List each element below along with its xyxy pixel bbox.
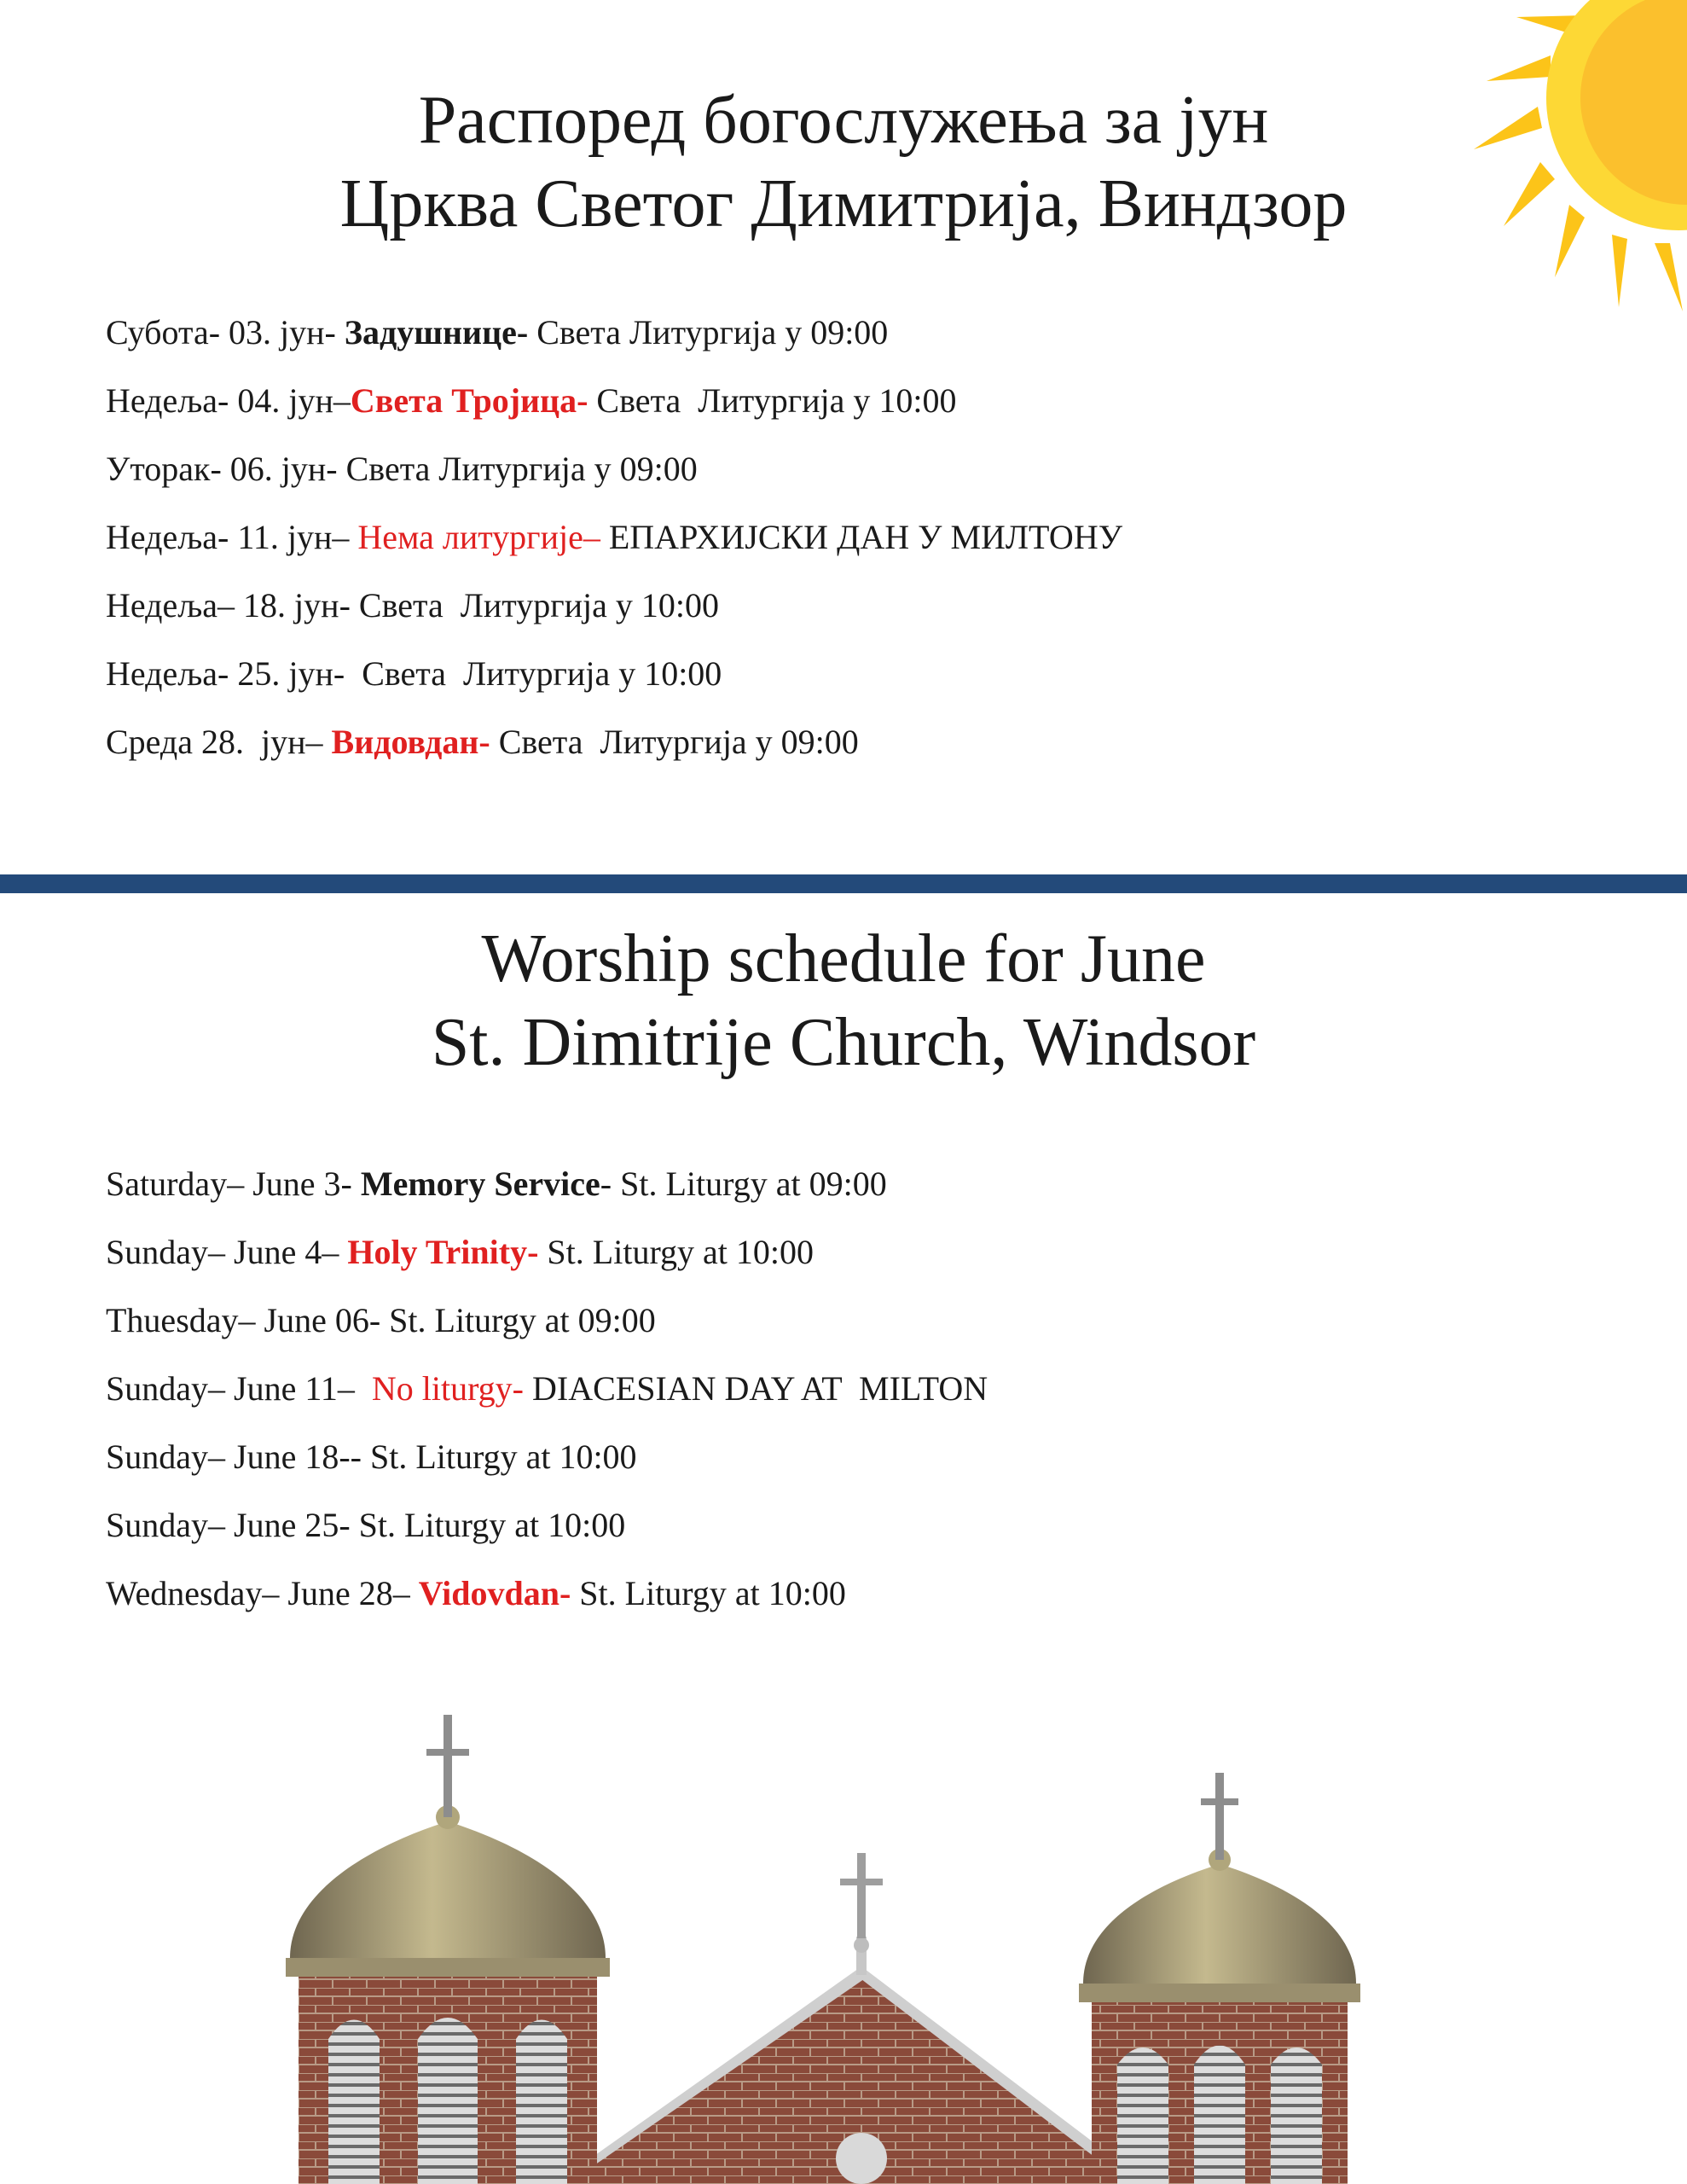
row-highlight: No liturgy-: [371, 1369, 524, 1408]
row-text: Sunday– June 11–: [106, 1369, 372, 1408]
english-title-line-2: St. Dimitrije Church, Windsor: [431, 1005, 1256, 1080]
row-text: Wednesday– June 28–: [106, 1574, 419, 1612]
schedule-row: [106, 1570, 988, 1638]
schedule-row: [106, 1297, 988, 1365]
row-text-after: Света Литургија у 09:00: [528, 313, 889, 351]
serbian-schedule-list: [106, 309, 1122, 787]
english-title-line-1: Worship schedule for June: [481, 921, 1206, 996]
row-text-after: - St. Liturgy at 09:00: [600, 1165, 887, 1203]
schedule-row: [106, 1160, 988, 1228]
row-highlight: Света Тројица-: [350, 381, 588, 420]
schedule-row: [106, 650, 1122, 718]
row-text: Saturday– June 3-: [106, 1165, 361, 1203]
row-highlight: Holy Trinity-: [347, 1233, 539, 1271]
schedule-row: [106, 1365, 988, 1433]
section-divider: [0, 874, 1687, 893]
row-text-after: St. Liturgy at 10:00: [538, 1233, 815, 1271]
schedule-row: [106, 309, 1122, 377]
row-text: Sunday– June 18-- St. Liturgy at 10:00: [106, 1438, 637, 1476]
row-text: Sunday– June 4–: [106, 1233, 348, 1271]
english-title: [0, 917, 1687, 1084]
schedule-row: [106, 377, 1122, 445]
row-text: Недеља- 11. јун–: [106, 518, 358, 556]
schedule-row: [106, 1433, 988, 1502]
schedule-row: [106, 1502, 988, 1570]
church-illustration: [273, 1698, 1382, 2184]
row-text: Уторак- 06. јун- Света Литургија у 09:00: [106, 450, 698, 488]
schedule-row: [106, 582, 1122, 650]
schedule-row: [106, 718, 1122, 787]
schedule-row: [106, 1228, 988, 1297]
serbian-title-line-1: Распоред богослужења за јун: [418, 83, 1269, 158]
row-text: Среда 28. јун–: [106, 723, 332, 761]
serbian-title-line-2: Црква Светог Димитрија, Виндзор: [339, 166, 1348, 241]
row-text-after: Света Литургија у 09:00: [490, 723, 859, 761]
english-schedule-list: [106, 1160, 988, 1638]
row-text: Субота- 03. јун-: [106, 313, 345, 351]
row-text: Sunday– June 25- St. Liturgy at 10:00: [106, 1506, 626, 1544]
row-highlight: Нема литургије–: [357, 518, 600, 556]
row-text: Недеља- 25. јун- Света Литургија у 10:00: [106, 654, 722, 693]
schedule-row: [106, 514, 1122, 582]
row-highlight: Видовдан-: [331, 723, 490, 761]
schedule-row: [106, 445, 1122, 514]
row-text-after: DIACESIAN DAY AT MILTON: [524, 1369, 988, 1408]
row-highlight: Vidovdan-: [418, 1574, 571, 1612]
row-text: Недеља- 04. јун–: [106, 381, 351, 420]
row-text-after: ЕПАРХИЈСКИ ДАН У МИЛТОНУ: [600, 518, 1123, 556]
row-text: Thuesday– June 06- St. Liturgy at 09:00: [106, 1301, 656, 1339]
row-text-after: Света Литургија у 10:00: [588, 381, 957, 420]
row-highlight: Задушнице-: [344, 313, 529, 351]
serbian-title: [0, 78, 1687, 246]
row-text: Недеља– 18. јун- Света Литургија у 10:00: [106, 586, 719, 624]
row-highlight: Memory Service: [360, 1165, 600, 1203]
row-text-after: St. Liturgy at 10:00: [571, 1574, 846, 1612]
